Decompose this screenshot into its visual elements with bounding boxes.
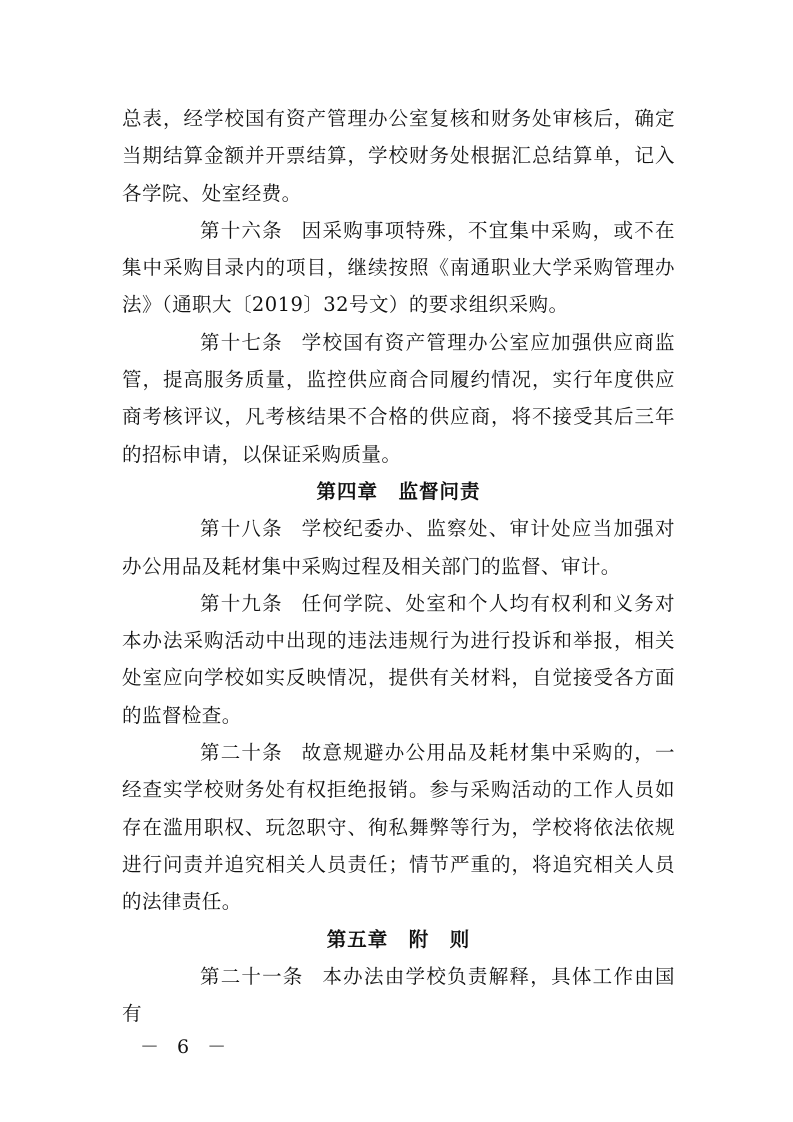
article-text: 故意规避办公用品及耗材集中采购的，一经查实学校财务处有权拒绝报销。参与采购活动的工作人员如存在滥用职权、玩忽职守、徇私舞弊等行为，学校将依法依规进行问责并追究相关人员责任；情节严重的，将追究相关人员的法律责任。 [122, 741, 675, 914]
paragraph-continuation [122, 100, 675, 212]
article-20 [122, 734, 675, 920]
article-number: 第十六条 [200, 218, 283, 242]
chapter-5-heading: 第五章 附 则 [326, 927, 471, 951]
document-body [122, 100, 675, 1032]
paragraph-text: 总表，经学校国有资产管理办公室复核和财务处审核后，确定当期结算金额并开票结算，学校财务处根据汇总结算单，记入各学院、处室经费。 [122, 107, 675, 205]
article-text: 学校国有资产管理办公室应加强供应商监管，提高服务质量，监控供应商合同履约情况，实行年度供应商考核评议，凡考核结果不合格的供应商，将不接受其后三年的招标申请，以保证采购质量。 [122, 330, 675, 466]
article-text: 学校纪委办、监察处、审计处应当加强对办公用品及耗材集中采购过程及相关部门的监督、审计。 [122, 517, 675, 578]
article-number: 第十八条 [200, 517, 283, 541]
article-21 [122, 958, 675, 1033]
chapter-4-heading: 第四章 监督问责 [316, 479, 481, 503]
article-number: 第十九条 [200, 591, 283, 615]
page-number: － 6 － [140, 1036, 233, 1058]
article-19 [122, 585, 675, 734]
article-text: 本办法由学校负责解释，具体工作由国有 [122, 964, 675, 1026]
article-text: 任何学院、处室和个人均有权利和义务对本办法采购活动中出现的违法违规行为进行投诉和举报，相关处室应向学校如实反映情况，提供有关材料，自觉接受各方面的监督检查。 [122, 591, 675, 727]
article-17 [122, 324, 675, 473]
article-18 [122, 510, 675, 585]
article-number: 第二十一条 [200, 964, 304, 988]
article-number: 第十七条 [200, 330, 283, 354]
article-text: 因采购事项特殊，不宜集中采购，或不在集中采购目录内的项目，继续按照《南通职业大学采购管理办法》（通职大〔2019〕32号文）的要求组织采购。 [122, 218, 675, 317]
article-16 [122, 212, 675, 324]
article-number: 第二十条 [200, 741, 283, 765]
